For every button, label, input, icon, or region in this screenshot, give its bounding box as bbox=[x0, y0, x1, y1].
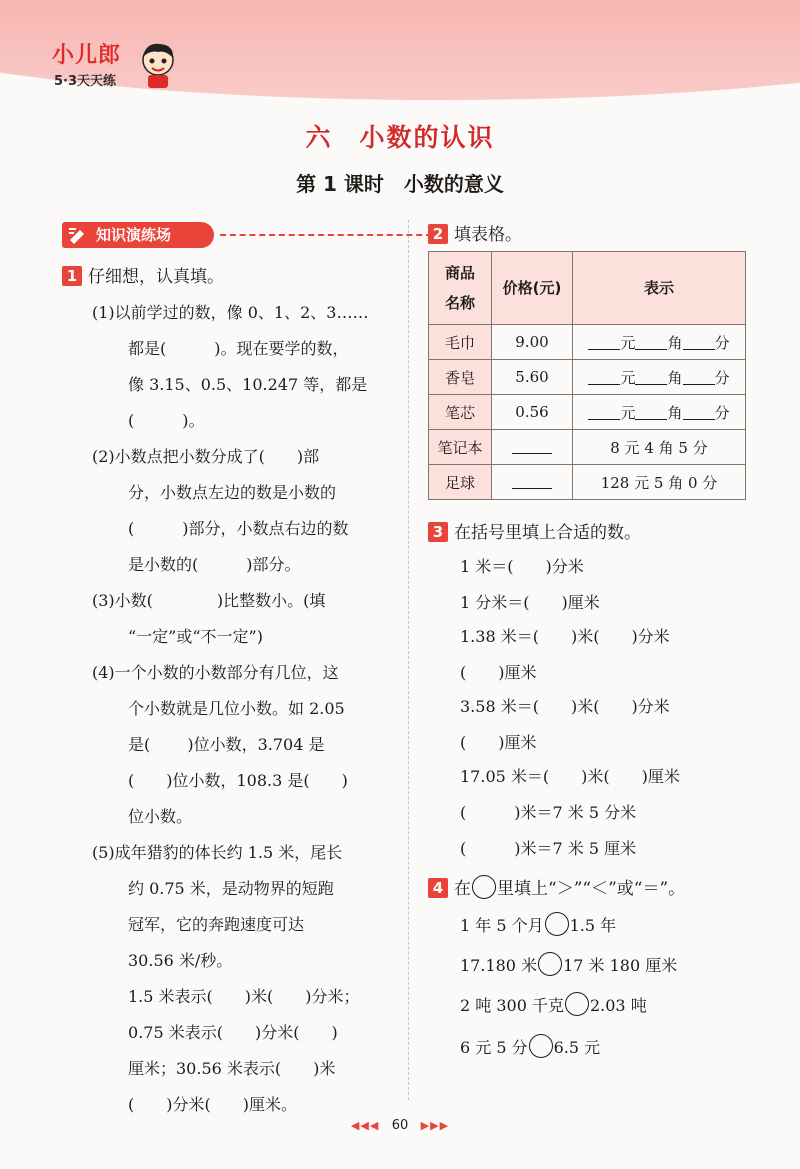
unit-fen: 分 bbox=[714, 368, 730, 387]
q4-left: 17.180 米 bbox=[460, 956, 538, 975]
col-name-line1: 商品 bbox=[444, 264, 475, 282]
unit-fen: 分 bbox=[714, 403, 730, 422]
q4-instruction-a: 在 bbox=[454, 879, 471, 899]
compare-circle[interactable] bbox=[545, 912, 569, 936]
lesson-title: 第 1 课时 小数的意义 bbox=[296, 172, 504, 196]
col-header-price: 价格(元) bbox=[492, 252, 573, 325]
logo-series: 5·3天天练 bbox=[54, 74, 117, 89]
q1-p5-line7: 厘米；30.56 米表示( )米 bbox=[128, 1059, 336, 1078]
q3-line: 17.05 米＝( )米( )厘米 bbox=[460, 767, 680, 786]
q4-heading bbox=[428, 874, 685, 899]
q1-p4-line2: 个小数就是几位小数。如 2.05 bbox=[128, 699, 345, 718]
q4-right: 1.5 年 bbox=[569, 916, 617, 935]
compare-circle[interactable] bbox=[538, 952, 562, 976]
publisher-logo bbox=[52, 38, 192, 98]
q1-p3-line2: “一定”或“不一定”) bbox=[128, 627, 263, 646]
q4-left: 1 年 5 个月 bbox=[460, 916, 544, 935]
q4-item bbox=[460, 912, 616, 936]
q1-p4-line4: ( )位小数，108.3 是( ) bbox=[128, 771, 348, 790]
unit-yuan: 元 bbox=[620, 333, 636, 352]
section-banner-label: 知识演练场 bbox=[62, 222, 214, 248]
unit-jiao: 角 bbox=[667, 333, 683, 352]
q1-p5-line3: 冠军，它的奔跑速度可达 bbox=[128, 915, 305, 934]
price-blank[interactable] bbox=[512, 474, 552, 489]
row-price bbox=[492, 430, 573, 465]
row-price: 9.00 bbox=[492, 325, 573, 360]
row-repr: 128 元 5 角 0 分 bbox=[573, 465, 746, 500]
col-header-name bbox=[429, 252, 492, 325]
q1-p2-line3: ( )部分，小数点右边的数 bbox=[128, 519, 349, 538]
yuan-blank[interactable] bbox=[588, 405, 620, 420]
q2-heading bbox=[428, 220, 522, 245]
row-repr: 8 元 4 角 5 分 bbox=[573, 430, 746, 465]
column-divider bbox=[408, 220, 409, 1100]
col-header-repr: 表示 bbox=[573, 252, 746, 325]
q1-instruction: 仔细想，认真填。 bbox=[88, 267, 224, 287]
unit-yuan: 元 bbox=[620, 368, 636, 387]
right-arrows-icon: ▶▶▶ bbox=[420, 1119, 450, 1132]
row-repr bbox=[573, 360, 746, 395]
q3-line: 1 分米＝( )厘米 bbox=[460, 593, 600, 612]
q1-p5-line6: 0.75 米表示( )分米( ) bbox=[128, 1023, 338, 1042]
q1-p5-line5: 1.5 米表示( )米( )分米； bbox=[128, 987, 360, 1006]
table-row bbox=[429, 360, 746, 395]
price-table bbox=[428, 251, 746, 500]
q4-item bbox=[460, 1034, 600, 1058]
row-name: 毛巾 bbox=[429, 325, 492, 360]
q4-instruction-b: 里填上“＞”“＜”或“＝”。 bbox=[497, 879, 686, 899]
row-price: 5.60 bbox=[492, 360, 573, 395]
row-price bbox=[492, 465, 573, 500]
q4-right: 17 米 180 厘米 bbox=[563, 956, 678, 975]
left-arrows-icon: ◀◀◀ bbox=[350, 1119, 380, 1132]
q1-p4-line3: 是( )位小数，3.704 是 bbox=[128, 735, 325, 754]
q4-right: 6.5 元 bbox=[553, 1038, 601, 1057]
q4-item bbox=[460, 992, 647, 1016]
q1-p2-line2: 分，小数点左边的数是小数的 bbox=[128, 483, 337, 502]
q1-p1-line3: 像 3.15、0.5、10.247 等，都是 bbox=[128, 375, 368, 394]
row-name: 香皂 bbox=[429, 360, 492, 395]
yuan-blank[interactable] bbox=[588, 370, 620, 385]
q1-p1-line2: 都是( )。现在要学的数， bbox=[128, 339, 349, 358]
fen-blank[interactable] bbox=[683, 370, 715, 385]
q3-line: ( )米＝7 米 5 分米 bbox=[460, 803, 637, 822]
jiao-blank[interactable] bbox=[635, 405, 667, 420]
q1-p2-line1: (2)小数点把小数分成了( )部 bbox=[92, 447, 320, 466]
mascot-icon bbox=[138, 40, 178, 90]
q3-line: 1.38 米＝( )米( )分米 bbox=[460, 627, 670, 646]
q3-line: ( )厘米 bbox=[460, 663, 537, 682]
compare-circle[interactable] bbox=[529, 1034, 553, 1058]
compare-circle[interactable] bbox=[565, 992, 589, 1016]
jiao-blank[interactable] bbox=[635, 370, 667, 385]
yuan-blank[interactable] bbox=[588, 335, 620, 350]
q1-p5-line2: 约 0.75 米，是动物界的短跑 bbox=[128, 879, 334, 898]
q4-item bbox=[460, 952, 677, 976]
q1-heading bbox=[62, 262, 224, 287]
q4-left: 2 吨 300 千克 bbox=[460, 996, 564, 1015]
q1-p3-line1: (3)小数( )比整数小。(填 bbox=[92, 591, 326, 610]
unit-yuan: 元 bbox=[620, 403, 636, 422]
page-footer bbox=[0, 1118, 800, 1133]
row-repr bbox=[573, 395, 746, 430]
q1-p2-line4: 是小数的( )部分。 bbox=[128, 555, 301, 574]
q3-instruction: 在括号里填上合适的数。 bbox=[454, 523, 641, 543]
price-blank[interactable] bbox=[512, 439, 552, 454]
q3-line: 3.58 米＝( )米( )分米 bbox=[460, 697, 670, 716]
row-name: 足球 bbox=[429, 465, 492, 500]
q3-heading bbox=[428, 518, 641, 543]
q1-p4-line5: 位小数。 bbox=[128, 807, 193, 826]
q3-line: ( )厘米 bbox=[460, 733, 537, 752]
chapter-title: 六 小数的认识 bbox=[305, 123, 495, 152]
row-price: 0.56 bbox=[492, 395, 573, 430]
q1-p1-line4: ( )。 bbox=[128, 411, 205, 430]
table-row bbox=[429, 430, 746, 465]
q3-line: 1 米＝( )分米 bbox=[460, 557, 584, 576]
q2-number: 2 bbox=[428, 224, 448, 244]
q1-number: 1 bbox=[62, 266, 82, 286]
q1-p4-line1: (4)一个小数的小数部分有几位，这 bbox=[92, 663, 339, 682]
jiao-blank[interactable] bbox=[635, 335, 667, 350]
q3-number: 3 bbox=[428, 522, 448, 542]
unit-fen: 分 bbox=[714, 333, 730, 352]
q1-p5-line4: 30.56 米/秒。 bbox=[128, 951, 233, 970]
page-number: 60 bbox=[391, 1118, 409, 1133]
q2-instruction: 填表格。 bbox=[454, 225, 522, 245]
table-row bbox=[429, 465, 746, 500]
unit-jiao: 角 bbox=[667, 368, 683, 387]
table-row bbox=[429, 325, 746, 360]
circle-icon bbox=[472, 875, 496, 899]
q4-number: 4 bbox=[428, 878, 448, 898]
banner-dashed-line bbox=[220, 234, 432, 236]
fen-blank[interactable] bbox=[683, 405, 715, 420]
fen-blank[interactable] bbox=[683, 335, 715, 350]
q3-line: ( )米＝7 米 5 厘米 bbox=[460, 839, 637, 858]
pencil-arrow-icon bbox=[68, 226, 88, 244]
table-header-row bbox=[429, 252, 746, 325]
row-name: 笔芯 bbox=[429, 395, 492, 430]
table-row bbox=[429, 395, 746, 430]
q4-left: 6 元 5 分 bbox=[460, 1038, 528, 1057]
row-name: 笔记本 bbox=[429, 430, 492, 465]
q1-p5-line8: ( )分米( )厘米。 bbox=[128, 1095, 297, 1114]
logo-brand: 小儿郎 bbox=[52, 43, 122, 68]
q1-p5-line1: (5)成年猎豹的体长约 1.5 米，尾长 bbox=[92, 843, 343, 862]
q4-right: 2.03 吨 bbox=[589, 996, 647, 1015]
col-name-line2: 名称 bbox=[444, 294, 475, 312]
unit-jiao: 角 bbox=[667, 403, 683, 422]
row-repr bbox=[573, 325, 746, 360]
q1-p1-line1: (1)以前学过的数，像 0、1、2、3…… bbox=[92, 303, 369, 322]
